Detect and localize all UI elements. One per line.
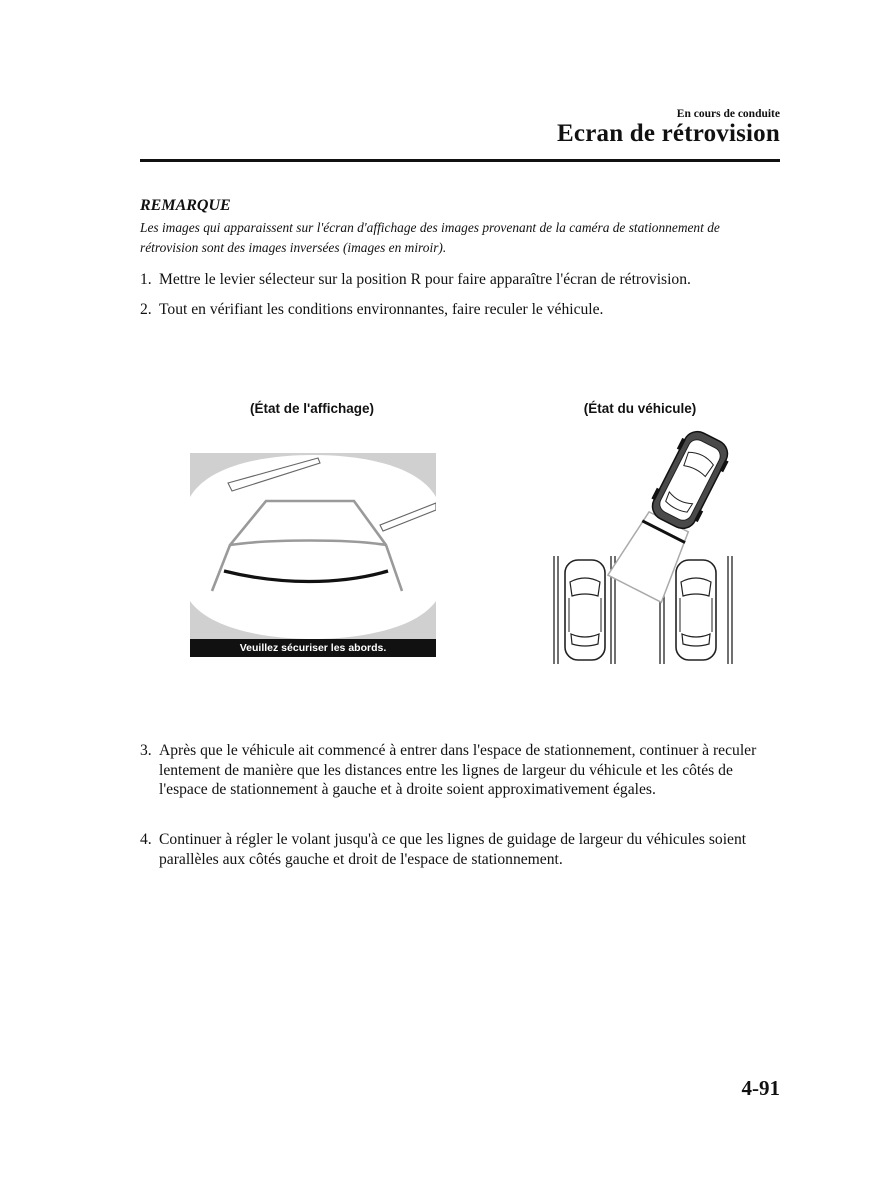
step-3 <box>140 741 780 800</box>
note-heading: REMARQUE <box>140 197 231 214</box>
title-rule <box>140 159 780 162</box>
section-label: En cours de conduite <box>676 108 780 120</box>
step-number: 4. <box>140 831 152 848</box>
step-text: Tout en vérifiant les conditions environnantes, faire reculer le véhicule. <box>159 301 604 318</box>
camera-display-illustration <box>190 453 436 657</box>
step-text: Continuer à régler le volant jusqu'à ce que les lignes de guidage de largeur du véhicules soient parallèles aux côtés gauche et droit de l'espace de stationnement. <box>159 831 747 868</box>
parked-car-left <box>565 560 605 660</box>
note-text: Les images qui apparaissent sur l'écran d'affichage des images provenant de la caméra de stationnement de rétrovision sont des images inversées (images en miroir). <box>140 220 720 255</box>
warning-message: Veuillez sécuriser les abords. <box>239 642 387 654</box>
step-2 <box>140 300 780 320</box>
step-text: Après que le véhicule ait commencé à entrer dans l'espace de stationnement, continuer à reculer lentement de manière que les distances entre les lignes de largeur du véhicule et les côtés de l'espace de stationnement à gauche et à droite soient approximativement égales. <box>159 742 757 798</box>
display-caption: (État de l'affichage) <box>250 401 374 416</box>
step-number: 1. <box>140 271 152 288</box>
page-number: 4-91 <box>741 1076 780 1100</box>
parked-car-right <box>676 560 716 660</box>
step-number: 2. <box>140 301 152 318</box>
vehicle-caption: (État du véhicule) <box>583 401 697 416</box>
step-1 <box>140 270 780 290</box>
step-text: Mettre le levier sélecteur sur la position R pour faire apparaître l'écran de rétrovision. <box>159 271 691 288</box>
reversing-car <box>608 426 739 602</box>
step-number: 3. <box>140 742 152 759</box>
vehicle-state-illustration <box>548 426 748 668</box>
page-title: Ecran de rétrovision <box>557 120 780 147</box>
step-4 <box>140 830 780 869</box>
